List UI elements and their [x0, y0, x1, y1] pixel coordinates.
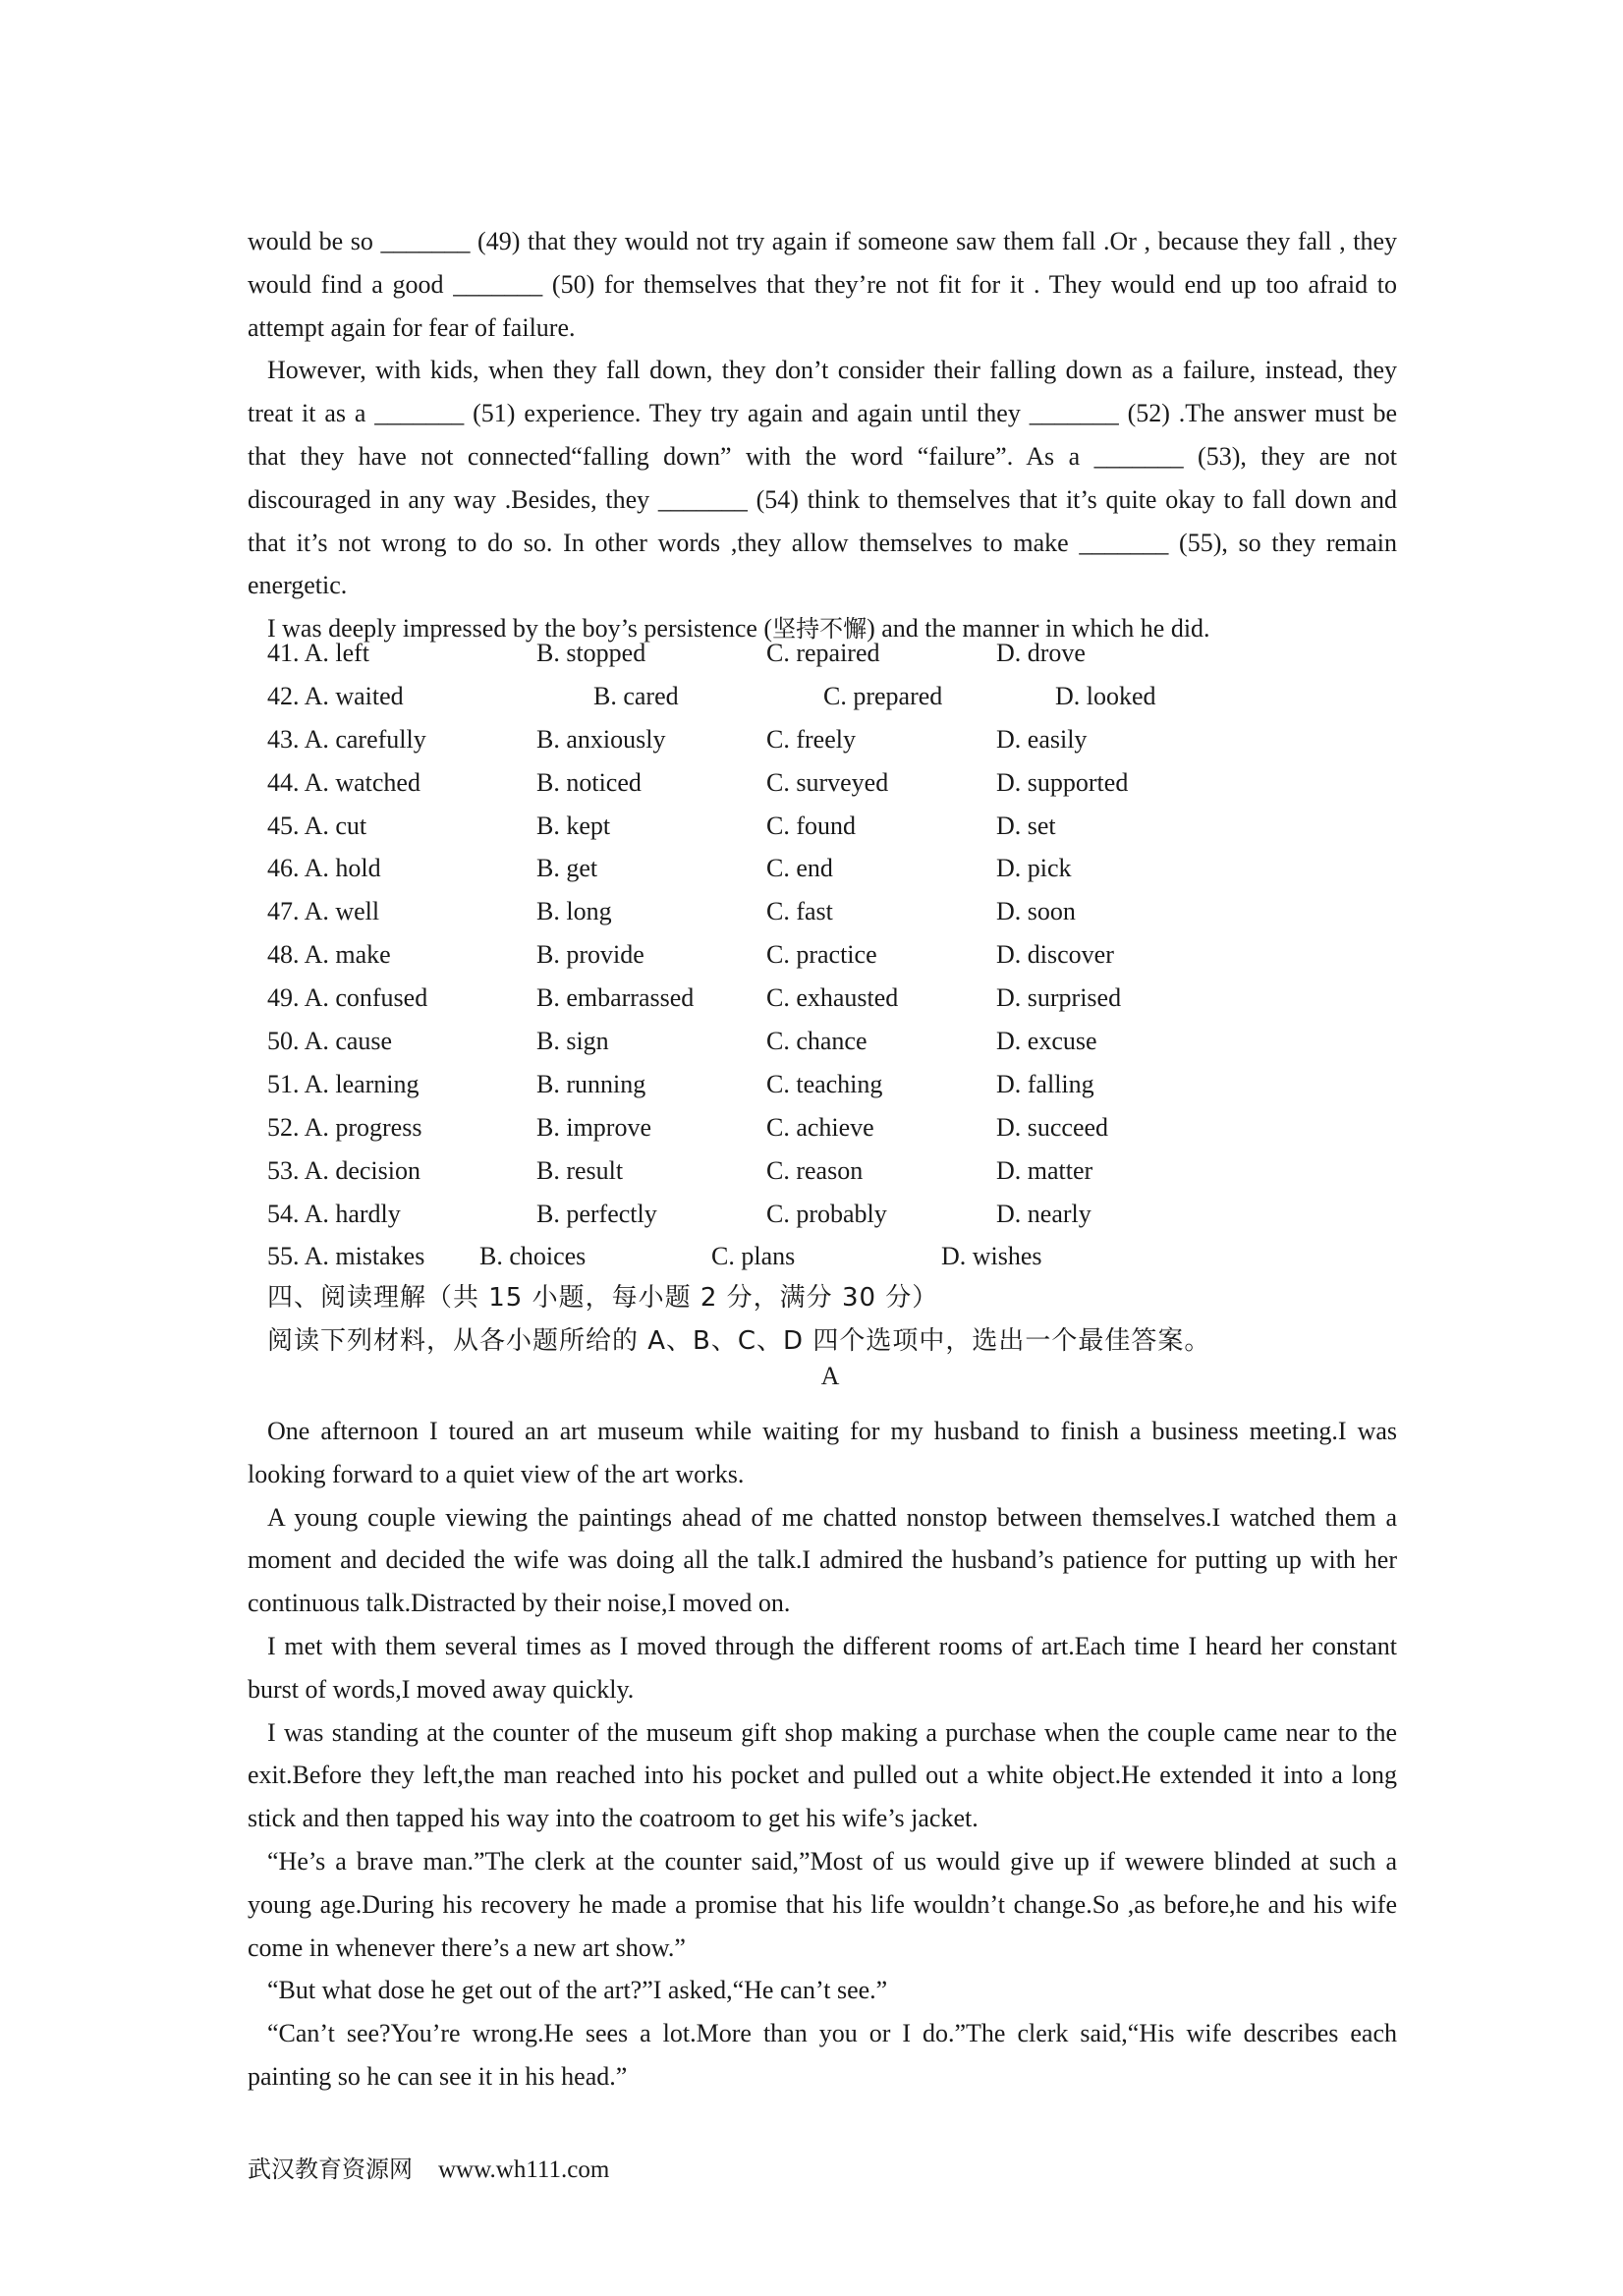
passage-paragraph: I was standing at the counter of the museum gift shop making a purchase when the couple came near to the exit.Before they left,the man reached into his pocket and pulled out a white object.He extended it into a long stick and then tapped his way into the coatroom to get his wife’s jacket. [248, 1717, 1397, 1833]
cloze-paragraph-2: However, with kids, when they fall down, they don’t consider their falling down as a failure, instead, they treat it as a _______ (51) experience. They try again and again until they _______ (52) .The answer must be that they have not connected“falling down” with the word “failure”. As a _______ (53), they are not discouraged in any way .Besides, they _______ (54) think to themselves that it’s quite okay to fall down and that it’s not wrong to do so. In other words ,they allow themselves to make _______ (55), so they remain energetic. [248, 356, 1397, 600]
section-instruction: 阅读下列材料，从各小题所给的 A、B、C、D 四个选项中，选出一个最佳答案。 [267, 1326, 1211, 1356]
cloze-closing-line: I was deeply impressed by the boy’s persistence (坚持不懈) and the manner in which he did. [267, 614, 1210, 644]
exam-page: would be so _______ (49) that they would not try again if someone saw them fall .Or , because they fall , they would find a good _______ (50) for themselves that they’re not fit for it . They would end up too afraid to attempt again for fear of failure. However, with kids, when they fall down, they don’t consider their falling down as a failure, instead, they treat it as a _______ (51) experience. They try again and again until they _______ (52) .The answer must be that they have not connected“falling down” with the word “failure”. As a _______ (53), they are not discouraged in any way .Besides, they _______ (54) think to themselves that it’s quite okay to fall down and that it’s not wrong to do so. In other words ,they allow themselves to make _______ (55), so they remain energetic. I was deeply impressed by the boy’s persistence (坚持不懈) and the manner in which he did. 41. A. left B. stopped C. repaired D. drove 42. A. waited B. cared C. prepared D. looked 43. A. carefully B. anxiously C. freely D. easily 44. A. watched B. noticed C. surveyed D. supported 45. A. cut B. kept C. found D. set 46. A. hold B. get C. end D. pick 47. A. well B. long C. fast D. soon 48. A. make B. provide C. practice D. discover 49. A. confused B. embarrassed C. exhausted D. surprised 50. A. cause B. sign C. chance D. excuse 51. A. learning B. running C. teaching D. falling 52. A. progress B. improve C. achieve D. succeed 53. A. decision B. result C. reason D. matter 54. A. hardly B. perfectly C. probably D. nearly 55. A. mistakes B. choices C. plans D. wishes 四、阅读理解（共 15 小题，每小题 2 分，满分 30 分） 阅读下列材料，从各小题所给的 A、B、C、D 四个选项中，选出一个最佳答案。 A One afternoon I toured an art museum while waiting for my husband to finish a business meeting.I was looking forward to a quiet view of the art works. A young couple viewing the paintings ahead of me chatted nonstop between themselves.I watched them a moment and decided the wife was doing all the talk.I admired the husband’s patience for putting up with her continuous talk.Distracted by their noise,I moved on. I met with them several times as I moved through the different rooms of art.Each time I heard her constant burst of words,I moved away quickly. I was standing at the counter of the museum gift shop making a purchase when the couple came near to the exit.Before they left,the man reached into his pocket and pulled out a white object.He extended it into a long stick and then tapped his way into the coatroom to get his wife’s jacket. “He’s a brave man.”The clerk at the counter said,”Most of us would give up if wewere blinded at such a young age.During his recovery he made a promise that his life wouldn’t change.So ,as before,he and his wife come in whenever there’s a new art show.” “But what dose he get out of the art?”I asked,“He can’t see.” “Can’t see?You’re wrong.He sees a lot.More than you or I do.”The clerk said,“His wife describes each painting so he can see it in his head.” 武汉教育资源网 www.wh111.com [0, 0, 1623, 2296]
page-footer [248, 2150, 635, 2184]
footer-url: www.wh111.com [438, 2156, 610, 2183]
passage-label: A [820, 1362, 840, 1390]
section-heading: 四、阅读理解（共 15 小题，每小题 2 分，满分 30 分） [267, 1283, 939, 1313]
passage-paragraph: One afternoon I toured an art museum while waiting for my husband to finish a business meeting.I was looking forward to a quiet view of the art works. [248, 1417, 1397, 1488]
footer-site-name: 武汉教育资源网 [248, 2156, 413, 2183]
passage-paragraph: “Can’t see?You’re wrong.He sees a lot.More than you or I do.”The clerk said,“His wife describes each painting so he can see it in his head.” [248, 2019, 1397, 2091]
cloze-passage-continued [248, 220, 1397, 651]
passage-paragraph: “But what dose he get out of the art?”I asked,“He can’t see.” [267, 1976, 888, 2005]
passage-paragraph: “He’s a brave man.”The clerk at the counter said,”Most of us would give up if wewere blinded at such a young age.During his recovery he made a promise that his life wouldn’t change.So ,as before,he and his wife come in whenever there’s a new art show.” [248, 1846, 1397, 1962]
cloze-paragraph-1: would be so _______ (49) that they would not try again if someone saw them fall .Or , because they fall , they would find a good _______ (50) for themselves that they’re not fit for it . They would end up too afraid to attempt again for fear of failure. [248, 227, 1397, 342]
passage-paragraph: I met with them several times as I moved through the different rooms of art.Each time I heard her constant burst of words,I moved away quickly. [248, 1631, 1397, 1704]
passage-paragraph: A young couple viewing the paintings ahead of me chatted nonstop between themselves.I watched them a moment and decided the wife was doing all the talk.I admired the husband’s patience for putting up with her continuous talk.Distracted by their noise,I moved on. [248, 1502, 1397, 1618]
reading-passage-a [248, 1410, 1397, 2099]
